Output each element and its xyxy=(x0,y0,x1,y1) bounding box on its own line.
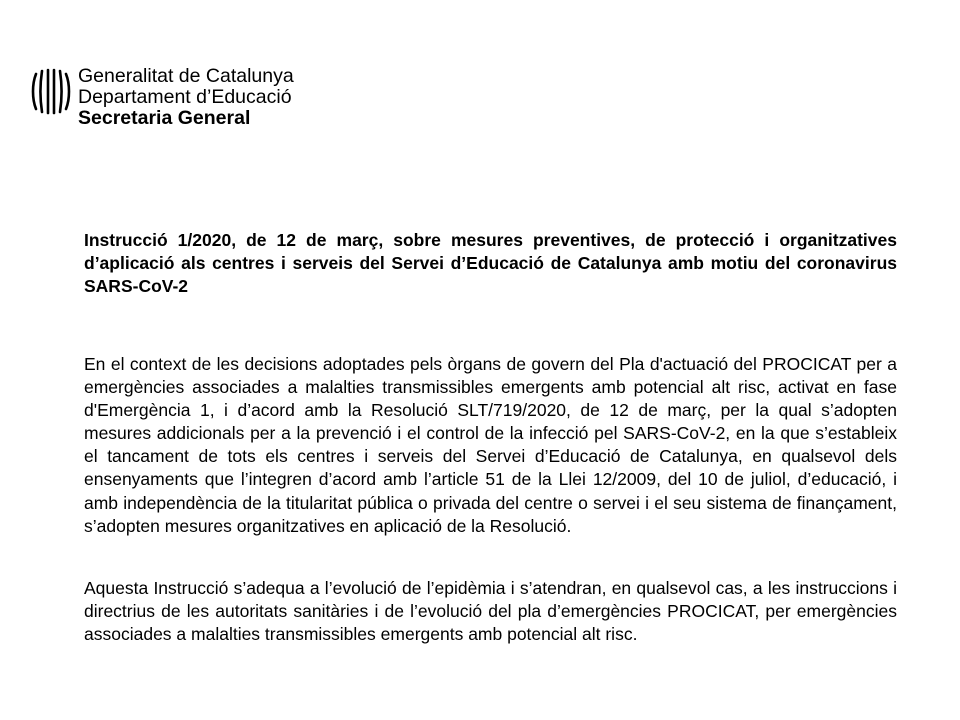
paragraph-1: En el context de les decisions adoptades pels òrgans de govern del Pla d'actuació del PROCICAT per a emergències associades a malalties transmissibles emergents amb potencial alt risc, activat en fase d'Emergència 1, i d’acord amb la Resolució SLT/719/2020, de 12 de març, per la qual s’adopten mesures addicionals per a la prevenció i el control de la infecció pel SARS-CoV-2, en la que s’estableix el tancament de tots els centres i serveis del Servei d’Educació de Catalunya, en qualsevol dels ensenyaments que l’integren d’acord amb l’article 51 de la Llei 12/2009, del 10 de juliol, d’educació, i amb independència de la titularitat pública o privada del centre o servei i el seu sistema de finançament, s’adopten mesures organitzatives en aplicació de la Resolució. xyxy=(84,354,897,536)
organization-name xyxy=(78,66,294,129)
org-name-line3: Secretaria General xyxy=(78,107,251,129)
letterhead xyxy=(31,66,294,129)
org-name-line1: Generalitat de Catalunya xyxy=(78,65,294,87)
org-name-line2: Departament d’Educació xyxy=(78,86,292,108)
paragraph-2: Aquesta Instrucció s’adequa a l’evolució de l’epidèmia i s’atendran, en qualsevol cas, a les instruccions i directrius de les autoritats sanitàries i de l’evolució del pla d’emergències PROCICAT, per emergències associades a malalties transmissibles emergents amb potencial alt risc. xyxy=(84,578,897,645)
document-title: Instrucció 1/2020, de 12 de març, sobre mesures preventives, de protecció i organitzatives d’aplicació als centres i serveis del Servei d’Educació de Catalunya amb motiu del coronavirus SARS-CoV-2 xyxy=(84,230,897,296)
generalitat-four-bars-icon xyxy=(31,68,71,115)
